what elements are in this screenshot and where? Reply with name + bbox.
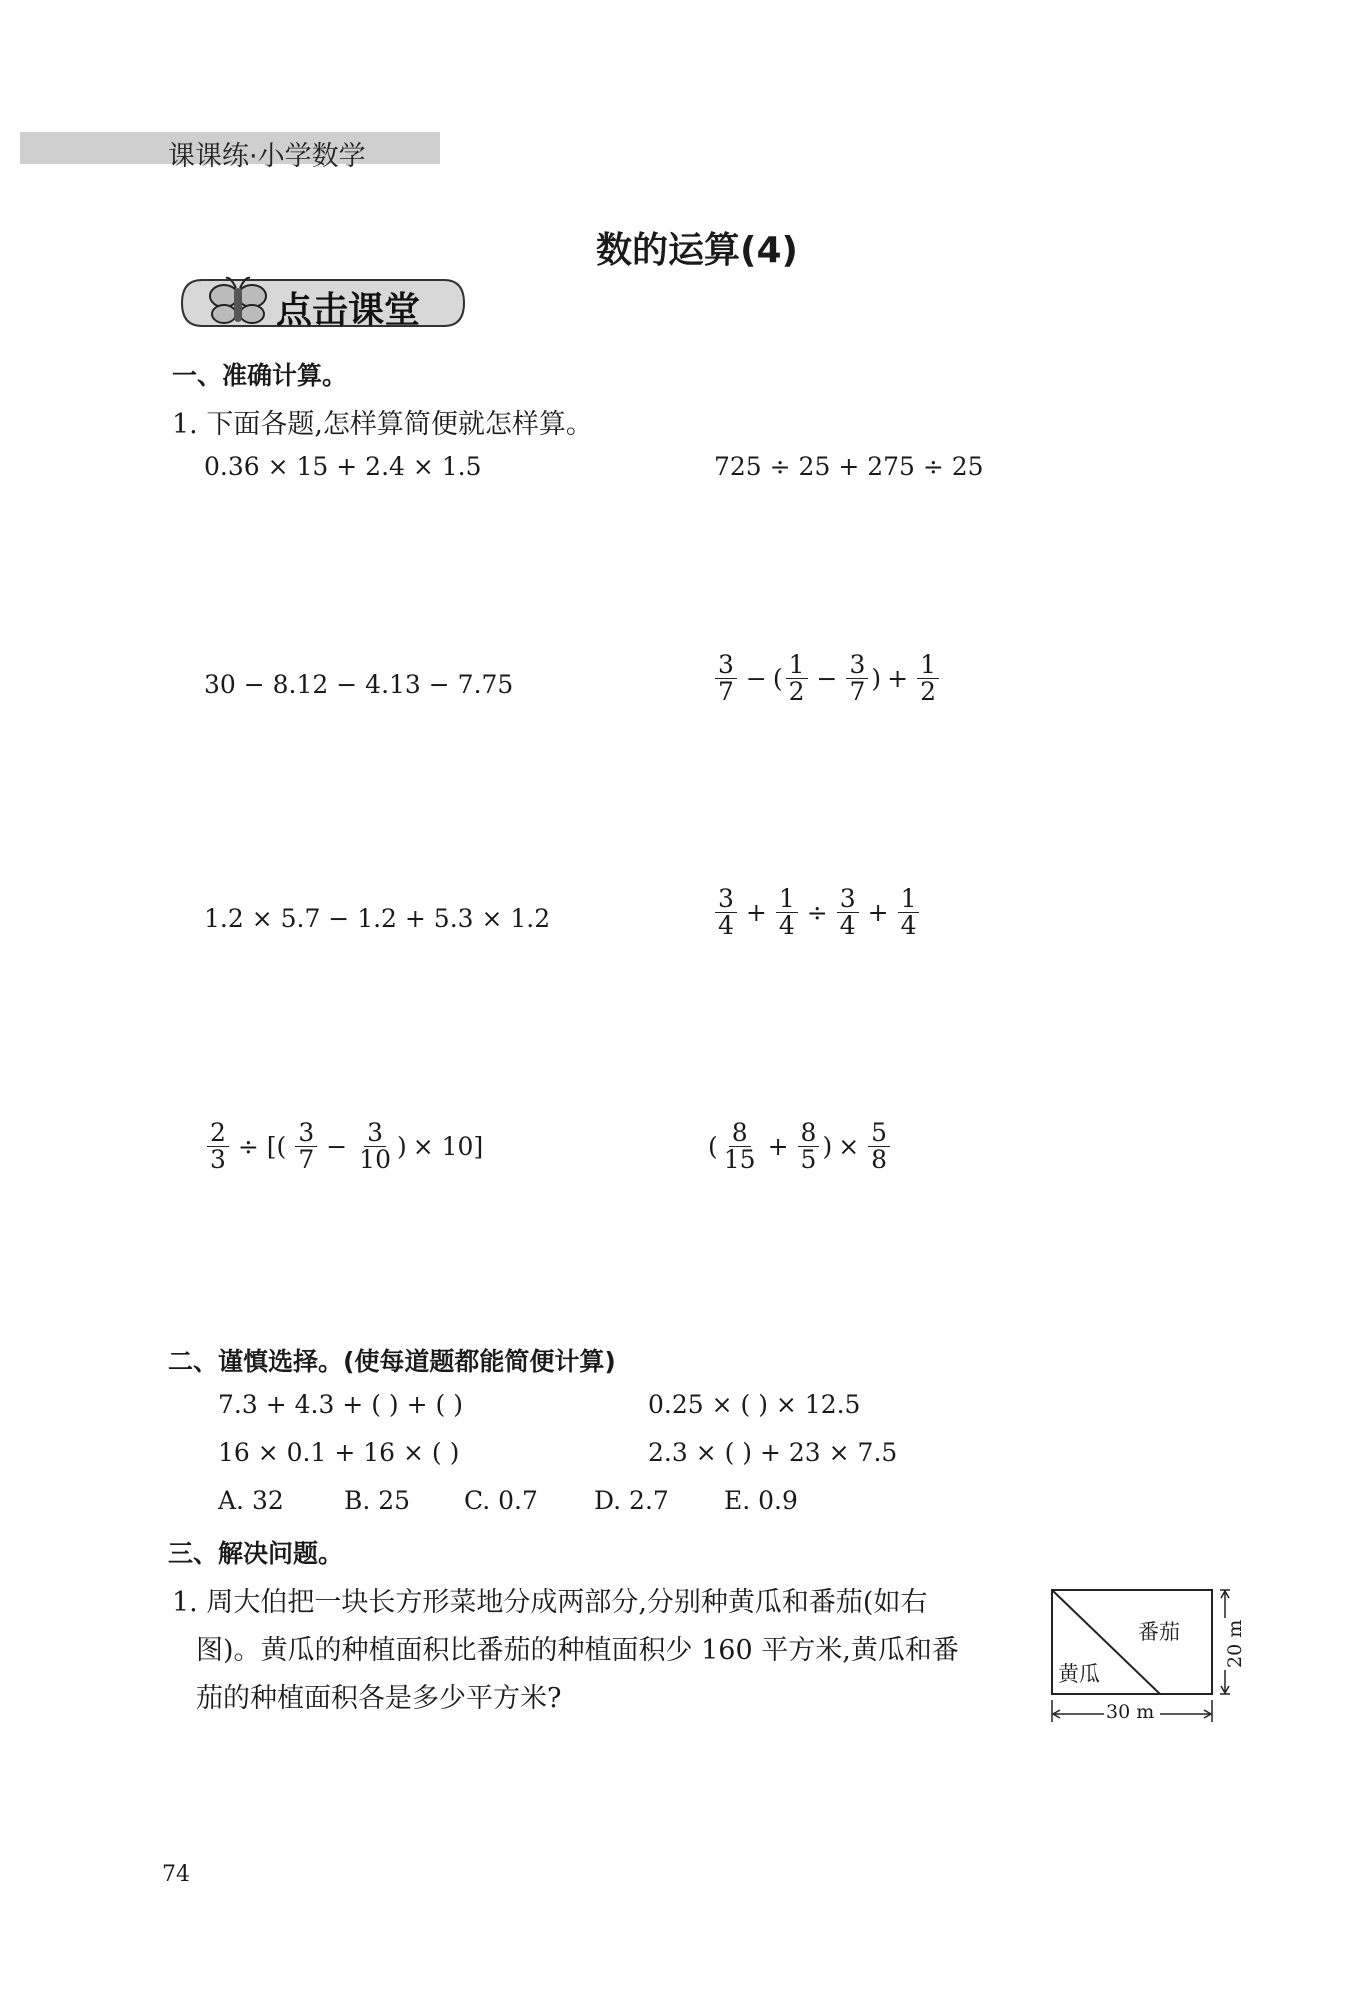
choice-line-a: 7.3 + 4.3 + ( ) + ( ) xyxy=(218,1390,463,1419)
problem-3: 30 − 8.12 − 4.13 − 7.75 xyxy=(204,670,514,699)
option-a: A. 32 xyxy=(218,1486,284,1515)
problem-text-line-3: 茄的种植面积各是多少平方米? xyxy=(196,1683,562,1714)
question-1-text: 1. 下面各题,怎样算简便就怎样算。 xyxy=(172,409,593,440)
fraction: $\frac{1}{4}$ xyxy=(898,886,920,940)
fraction: $\frac{3}{10}$ xyxy=(359,1118,391,1175)
section-1-heading: 一、准确计算。 xyxy=(172,361,348,390)
option-b: B. 25 xyxy=(344,1486,411,1515)
fraction: $\frac{5}{8}$ xyxy=(868,1120,890,1174)
option-d: D. 2.7 xyxy=(594,1486,669,1515)
fraction: $\frac{3}{7}$ xyxy=(295,1120,317,1174)
banner-label: 点击课堂 xyxy=(276,290,421,331)
problem-8: ( $\frac{8}{15}$ + $\frac{8}{5}$ ) × $\frac{5}{8}$ xyxy=(708,1120,893,1174)
problem-5: 1.2 × 5.7 − 1.2 + 5.3 × 1.2 xyxy=(204,904,551,933)
problem-6: $\frac{3}{4}$ + $\frac{1}{4}$ ÷ $\frac{3}{4}$ + $\frac{1}{4}$ xyxy=(712,886,922,940)
problem-text-line-2: 图)。黄瓜的种植面积比番茄的种植面积少 160 平方米,黄瓜和番 xyxy=(196,1635,959,1666)
choice-line-b: 0.25 × ( ) × 12.5 xyxy=(648,1390,861,1419)
height-label: 20 m xyxy=(1224,1619,1246,1668)
fraction: $\frac{3}{4}$ xyxy=(715,886,737,940)
fraction: $\frac{8}{5}$ xyxy=(798,1120,820,1174)
choice-line-d: 2.3 × ( ) + 23 × 7.5 xyxy=(648,1438,898,1467)
problem-2: 725 ÷ 25 + 275 ÷ 25 xyxy=(714,452,984,481)
fraction: $\frac{2}{3}$ xyxy=(207,1120,229,1174)
option-e: E. 0.9 xyxy=(724,1486,798,1515)
width-label: 30 m xyxy=(1106,1701,1155,1723)
fraction: $\frac{3}{7}$ xyxy=(846,652,868,706)
cucumber-label: 黄瓜 xyxy=(1058,1662,1100,1686)
choice-line-c: 16 × 0.1 + 16 × ( ) xyxy=(218,1438,460,1467)
page-number: 74 xyxy=(162,1862,190,1887)
garden-diagram xyxy=(1048,1588,1248,1730)
section-2-heading: 二、谨慎选择。(使每道题都能简便计算) xyxy=(168,1347,616,1376)
page-title: 数的运算(4) xyxy=(596,230,798,271)
fraction: $\frac{3}{4}$ xyxy=(837,886,859,940)
fraction: $\frac{1}{2}$ xyxy=(786,652,808,706)
fraction: $\frac{1}{2}$ xyxy=(917,652,939,706)
fraction: $\frac{1}{4}$ xyxy=(776,886,798,940)
section-3-heading: 三、解决问题。 xyxy=(168,1539,344,1568)
tomato-label: 番茄 xyxy=(1138,1620,1180,1644)
fraction: $\frac{8}{15}$ xyxy=(723,1118,756,1175)
header-label: 课课练·小学数学 xyxy=(168,141,366,172)
problem-text-line-1: 1. 周大伯把一块长方形菜地分成两部分,分别种黄瓜和番茄(如右 xyxy=(172,1587,928,1618)
problem-7: $\frac{2}{3}$ ÷ [( $\frac{3}{7}$ − $\frac{3}{10}$ ) × 10] xyxy=(204,1120,489,1174)
problem-1: 0.36 × 15 + 2.4 × 1.5 xyxy=(204,452,482,481)
problem-4: $\frac{3}{7}$ − ( $\frac{1}{2}$ − $\frac{3}{7}$ ) + $\frac{1}{2}$ xyxy=(712,652,942,706)
fraction: $\frac{3}{7}$ xyxy=(715,652,737,706)
option-c: C. 0.7 xyxy=(464,1486,538,1515)
